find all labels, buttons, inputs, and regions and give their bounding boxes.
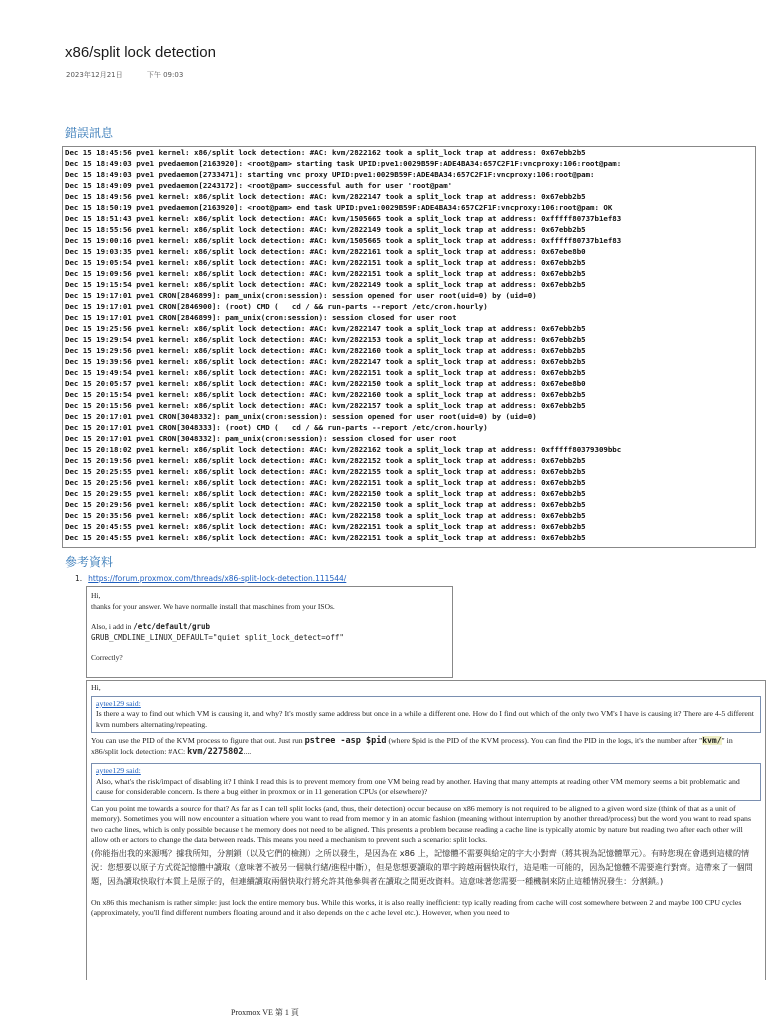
- log-line: Dec 15 20:17:01 pve1 CRON[3048332]: pam_unix(cron:session): session opened for user root(uid=0) by (uid=0): [65, 412, 537, 421]
- log-line: Dec 15 19:17:01 pve1 CRON[2846899]: pam_unix(cron:session): session closed for user root: [65, 313, 457, 322]
- log-line: Dec 15 19:09:56 pve1 kernel: x86/split lock detection: #AC: kvm/2822151 took a split_lock trap at address: 0x67ebb2b5: [65, 269, 586, 278]
- inner-quote: [91, 763, 761, 801]
- log-line: Dec 15 19:25:56 pve1 kernel: x86/split lock detection: #AC: kvm/2822147 took a split_lock trap at address: 0x67ebb2b5: [65, 324, 586, 333]
- log-line: Dec 15 18:49:03 pve1 pvedaemon[2163920]: <root@pam> starting task UPID:pve1:0029B59F:ADE4BA34:657C2F1F:vncproxy:106:root@pam:: [65, 159, 622, 168]
- reply-paragraph: On x86 this mechanism is rather simple: just lock the entire memory bus. While this works, it is also really inefficient: typ ically reading from cache will cost somewhere between 2 and maybe 100 CPU cycles (approximately, you'll find different numbers floating around and it also depends on the c ache level etc.). However, when you need to: [91, 897, 742, 917]
- quote-author-link[interactable]: aytee129 said:: [96, 698, 141, 708]
- page-footer: Proxmox VE 第 1 頁: [231, 1008, 299, 1017]
- log-line: Dec 15 20:45:55 pve1 kernel: x86/split lock detection: #AC: kvm/2822151 took a split_lock trap at address: 0x67ebb2b5: [65, 522, 586, 531]
- log-line: Dec 15 20:29:56 pve1 kernel: x86/split lock detection: #AC: kvm/2822150 took a split_lock trap at address: 0x67ebb2b5: [65, 500, 586, 509]
- log-line: Dec 15 20:35:56 pve1 kernel: x86/split lock detection: #AC: kvm/2822158 took a split_lock trap at address: 0x67ebb2b5: [65, 511, 586, 520]
- log-line: Dec 15 19:17:01 pve1 CRON[2846900]: (root) CMD ( cd / && run-parts --report /etc/cron.hourly): [65, 302, 488, 311]
- log-line: Dec 15 18:49:56 pve1 kernel: x86/split lock detection: #AC: kvm/2822147 took a split_lock trap at address: 0x67ebb2b5: [65, 192, 586, 201]
- reference-link[interactable]: https://forum.proxmox.com/threads/x86-split-lock-detection.111544/: [88, 574, 347, 583]
- log-line: Dec 15 19:29:56 pve1 kernel: x86/split lock detection: #AC: kvm/2822160 took a split_lock trap at address: 0x67ebb2b5: [65, 346, 586, 355]
- reference-item: [75, 574, 346, 583]
- log-line: Dec 15 18:45:56 pve1 kernel: x86/split lock detection: #AC: kvm/2822162 took a split_lock trap at address: 0x67ebb2b5: [65, 148, 586, 157]
- page-title: x86/split lock detection: [65, 44, 216, 61]
- quote-line: Correctly?: [91, 653, 123, 662]
- log-line: Dec 15 18:49:09 pve1 pvedaemon[2243172]: <root@pam> successful auth for user 'root@pam': [65, 181, 453, 190]
- log-line: Dec 15 20:17:01 pve1 CRON[3048332]: pam_unix(cron:session): session closed for user root: [65, 434, 457, 443]
- inner-quote: [91, 696, 761, 734]
- log-line: Dec 15 18:50:19 pve1 pvedaemon[2163920]: <root@pam> end task UPID:pve1:0029B59F:ADE4BA34:657C2F1F:vncproxy:106:root@pam: OK: [65, 203, 613, 212]
- quote-text: Also, what's the risk/impact of disabling it? I think I read this is to prevent memory from one VM being read by another. Having that many attempts at reading other VM memory seems a bit problematic and cause for considerable concern. Is there a bug either in proxmox or in 11 generation CPUs (or elsewhere)?: [96, 776, 740, 796]
- log-line: Dec 15 20:05:57 pve1 kernel: x86/split lock detection: #AC: kvm/2822150 took a split_lock trap at address: 0x67ebe8b0: [65, 379, 586, 388]
- text-span: ....: [243, 746, 252, 756]
- log-line: Dec 15 20:25:56 pve1 kernel: x86/split lock detection: #AC: kvm/2822151 took a split_lock trap at address: 0x67ebb2b5: [65, 478, 586, 487]
- log-line: Dec 15 20:15:54 pve1 kernel: x86/split lock detection: #AC: kvm/2822160 took a split_lock trap at address: 0x67ebb2b5: [65, 390, 586, 399]
- quote-line: [91, 622, 448, 633]
- log-line: Dec 15 20:18:02 pve1 kernel: x86/split lock detection: #AC: kvm/2822162 took a split_lock trap at address: 0xfffff80379309bbc: [65, 445, 622, 454]
- grub-cmdline: GRUB_CMDLINE_LINUX_DEFAULT="quiet split_lock_detect=off": [91, 632, 344, 642]
- reply-greeting: Hi,: [91, 683, 101, 692]
- log-line: Dec 15 20:19:56 pve1 kernel: x86/split lock detection: #AC: kvm/2822152 took a split_lock trap at address: 0x67ebb2b5: [65, 456, 586, 465]
- date-text: 2023年12月21日: [66, 71, 123, 79]
- quote-author-link[interactable]: aytee129 said:: [96, 766, 141, 775]
- log-line: Dec 15 18:51:43 pve1 kernel: x86/split lock detection: #AC: kvm/1505665 took a split_lock trap at address: 0xfffff80737b1ef83: [65, 214, 622, 223]
- errors-heading: 錯誤訊息: [65, 126, 114, 140]
- reply-paragraph-zh: (你能指出我的來源嗎？據我所知，分割鎖（以及它們的檢測）之所以發生，是因為在 x86 上，記憶體不需要與給定的字大小對齊（將其視為記憶體單元）。有時您現在會遇到這樣的情況：您想要以原子方式從記憶體中讀取（意味著不被另一個執行緒/進程中斷），但是您想要讀取的單字跨越兩個快取行，這是唯一可能的，因為記憶體不需要進行對齊。這帶來了一個問題，因為讀取快取行本質上是原子的，但連續讀取兩個快取行將允許其他參與者在讀取之間更改資料。這意味著您需要一種機制來防止這種情況發生：分割鎖。): [91, 847, 753, 886]
- log-line: Dec 15 20:29:55 pve1 kernel: x86/split lock detection: #AC: kvm/2822150 took a split_lock trap at address: 0x67ebb2b5: [65, 489, 586, 498]
- grub-path: /etc/default/grub: [133, 622, 211, 631]
- log-line: Dec 15 19:17:01 pve1 CRON[2846899]: pam_unix(cron:session): session opened for user root(uid=0) by (uid=0): [65, 291, 537, 300]
- kvm-code: kvm/: [702, 736, 722, 745]
- quote-text: Is there a way to find out which VM is causing it, and why? It's mostly same address but once in a while a different one. How do I find out which of the only two VM's I have is causing it? There are 4-5 different kvm numbers alternating/repeating.: [96, 709, 754, 729]
- log-line: Dec 15 19:05:54 pve1 kernel: x86/split lock detection: #AC: kvm/2822151 took a split_lock trap at address: 0x67ebb2b5: [65, 258, 586, 267]
- log-line: Dec 15 20:15:56 pve1 kernel: x86/split lock detection: #AC: kvm/2822157 took a split_lock trap at address: 0x67ebb2b5: [65, 401, 586, 410]
- time-text: 下午 09:03: [146, 71, 184, 79]
- log-box: [62, 146, 756, 548]
- log-line: Dec 15 18:49:03 pve1 pvedaemon[2733471]: starting vnc proxy UPID:pve1:0029B59F:ADE4BA34:657C2F1F:vncproxy:106:root@pam:: [65, 170, 595, 179]
- log-line: Dec 15 19:15:54 pve1 kernel: x86/split lock detection: #AC: kvm/2822149 took a split_lock trap at address: 0x67ebb2b5: [65, 280, 586, 289]
- reference-number: 1.: [75, 574, 83, 583]
- log-line: Dec 15 19:49:54 pve1 kernel: x86/split lock detection: #AC: kvm/2822151 took a split_lock trap at address: 0x67ebb2b5: [65, 368, 586, 377]
- forum-reply: [86, 680, 766, 980]
- forum-quote-box: [86, 586, 453, 678]
- quote-greeting: Hi,: [91, 591, 101, 600]
- log-line: Dec 15 20:25:55 pve1 kernel: x86/split lock detection: #AC: kvm/2822155 took a split_lock trap at address: 0x67ebb2b5: [65, 467, 586, 476]
- log-line: Dec 15 19:29:54 pve1 kernel: x86/split lock detection: #AC: kvm/2822153 took a split_lock trap at address: 0x67ebb2b5: [65, 335, 586, 344]
- kvm-number-code: kvm/2275802: [187, 746, 244, 757]
- log-line: Dec 15 20:45:55 pve1 kernel: x86/split lock detection: #AC: kvm/2822151 took a split_lock trap at address: 0x67ebb2b5: [65, 533, 586, 542]
- pstree-command: pstree -asp $pid: [304, 736, 387, 746]
- log-line: Dec 15 19:39:56 pve1 kernel: x86/split lock detection: #AC: kvm/2822147 took a split_lock trap at address: 0x67ebb2b5: [65, 357, 586, 366]
- log-line: Dec 15 19:00:16 pve1 kernel: x86/split lock detection: #AC: kvm/1505665 took a split_lock trap at address: 0xfffff80737b1ef83: [65, 236, 622, 245]
- log-line: Dec 15 18:55:56 pve1 kernel: x86/split lock detection: #AC: kvm/2822149 took a split_lock trap at address: 0x67ebb2b5: [65, 225, 586, 234]
- text-span: " in x86/split lock detection: #AC:: [91, 736, 733, 756]
- text-span: You can use the PID of the KVM process to figure that out. Just run: [91, 736, 305, 745]
- page-date: [66, 70, 205, 80]
- log-line: Dec 15 20:17:01 pve1 CRON[3048333]: (root) CMD ( cd / && run-parts --report /etc/cron.hourly): [65, 423, 488, 432]
- log-line: Dec 15 19:03:35 pve1 kernel: x86/split lock detection: #AC: kvm/2822161 took a split_lock trap at address: 0x67ebe8b0: [65, 247, 586, 256]
- reply-paragraph: [91, 736, 761, 757]
- text-span: (where $pid is the PID of the KVM process). You can find the PID in the logs, it's the number after ": [386, 736, 703, 745]
- quote-line-prefix: Also, i add in: [91, 622, 134, 631]
- references-heading: 參考資料: [65, 555, 114, 569]
- reply-paragraph: Can you point me towards a source for that? As far as I can tell split locks (and, thus, their detection) occur because on x86 memory is not required to be aligned to a given word size (think of that as a unit of memory). Sometimes you will now encounter a situation where you want to read from memor y in an atomic fashion (meaning without interruption by another thread/process) but the word you want to read spans two cache lines, which is only possible because t he memory does not need to be aligned. This presents a problem because reading a cache line is typically atomic by nature but reading two after each other will allow oth er actors to change the data between reads. This means you need a mechanism to prevent such a scenario: split locks.: [91, 803, 751, 844]
- quote-line: thanks for your answer. We have normalle install that maschines from your ISOs.: [91, 601, 335, 611]
